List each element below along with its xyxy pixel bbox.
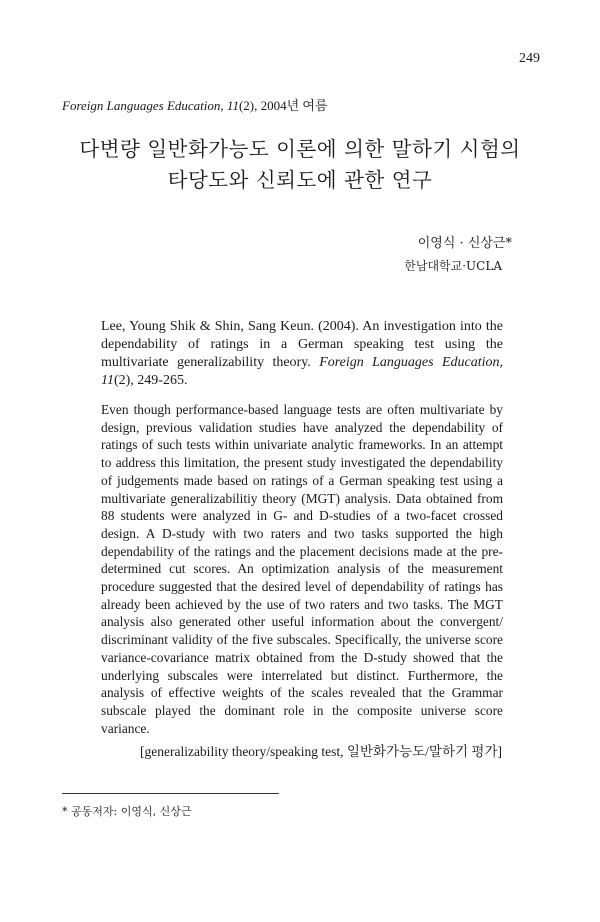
journal-header [62, 95, 328, 114]
journal-name: Foreign Languages Education, [62, 98, 224, 113]
page-number: 249 [519, 51, 540, 66]
journal-volume: 11 [226, 98, 239, 113]
footnote-divider [62, 793, 279, 794]
title-line-2: 타당도와 신뢰도에 관한 연구 [167, 168, 433, 192]
keywords: [generalizability theory/speaking test, 일반화가능도/말하기 평가] [139, 744, 502, 759]
footnote: * 공동저자: 이영식, 신상근 [62, 805, 192, 818]
citation-journal: Foreign Languages Education, 11 [101, 355, 504, 388]
abstract: Even though performance-based language tests are often multivariate by design, previous validation studies have analyzed the dependability of ratings of such tests within univariate analytic frameworks. In an attempt to address this limitation, the present study investigated the dependability of judgements made based on ratings of a German speaking test using a multivariate generalizabilitiy theory (MGT) analysis. Data obtained from 88 students were analyzed in G- and D-studies of a two-facet crossed design. A D-study with two raters and two tasks supported the high dependability of the ratings and the placement decisions made at the pre-determined cut scores. An optimization analysis of the measurement procedure suggested that the desired level of dependability of ratings has already been achieved by the use of two raters and two tasks. The MGT analysis also generated other useful information about the convergent/ discriminant validity of the five subscales. Specifically, the universe score variance-covariance matrix obtained from the D-study showed that the underlying subscales were interrelated but distinct. Furthermore, the analysis of effective weights of the scales revealed that the Grammar subscale played the dominant role in the composite universe score variance. [101, 402, 503, 736]
citation [101, 318, 503, 390]
paper-title [0, 134, 600, 196]
title-line-1: 다변량 일반화가능도 이론에 의한 말하기 시험의 [79, 137, 521, 161]
affiliation: 한남대학교·UCLA [404, 259, 502, 273]
citation-pages: (2), 249-265. [113, 373, 188, 388]
citation-text: Lee, Young Shik & Shin, Sang Keun. (2004). An investigation into the dependability of ratings in a German speaking test using the multivariate generalizability theory. [101, 319, 503, 370]
authors: 이영식 · 신상근* [417, 236, 512, 251]
journal-issue-year: (2), 2004년 여름 [238, 98, 328, 113]
